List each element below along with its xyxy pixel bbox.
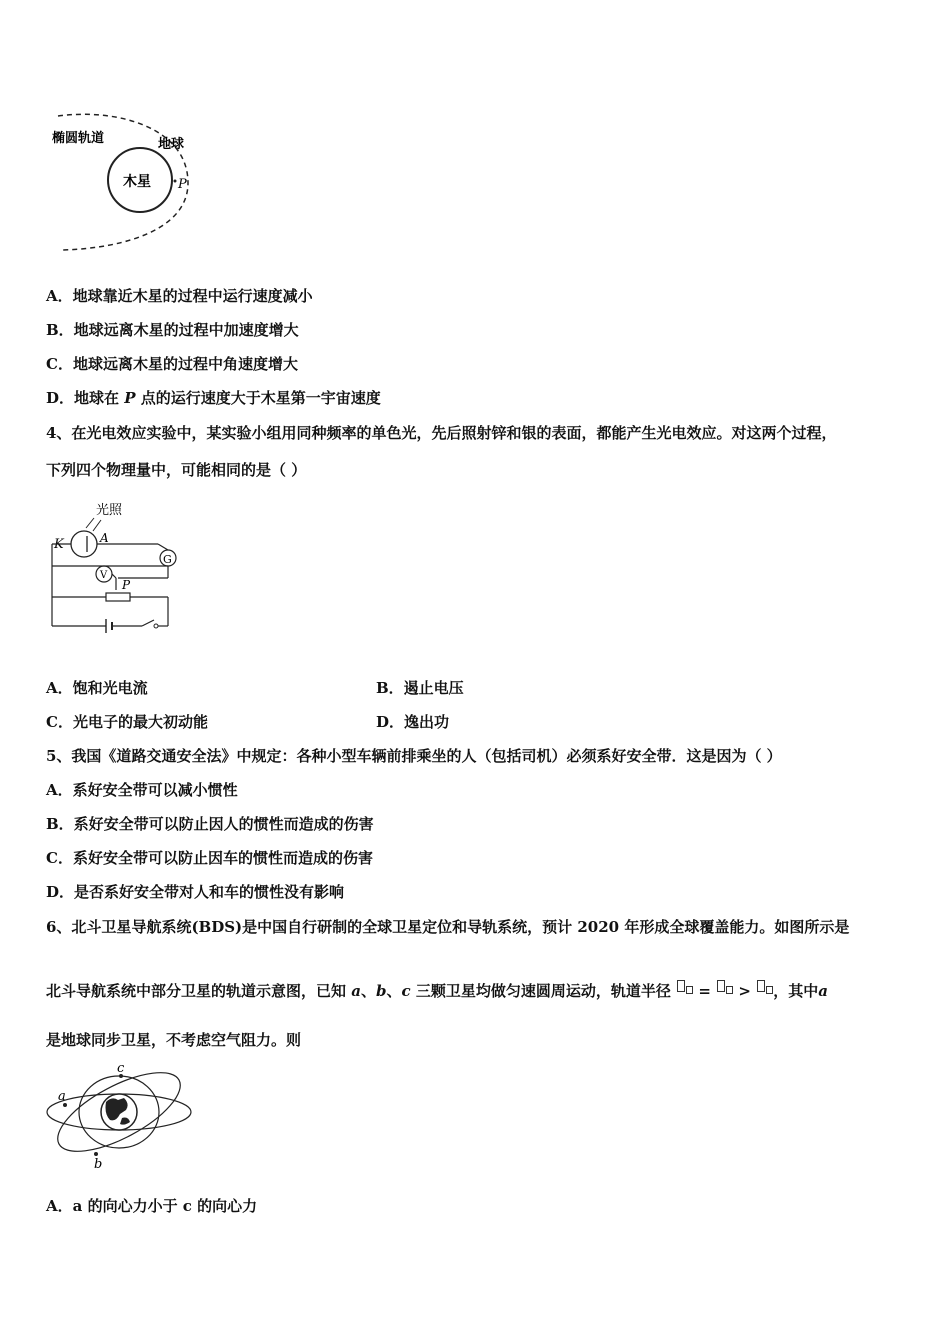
- q6-stem-line2: [46, 980, 828, 1001]
- sat-c-label: c: [117, 1062, 125, 1076]
- photoelectric-circuit-figure: [46, 498, 196, 638]
- jupiter-orbit-figure: [48, 108, 208, 258]
- g-label: G: [163, 553, 172, 566]
- v-label: V: [100, 570, 108, 581]
- q6-stem-line3: 是地球同步卫星，不考虑空气阻力。则: [46, 1031, 302, 1049]
- q5-option-b: B．系好安全带可以防止因人的惯性而造成的伤害: [46, 815, 374, 833]
- q3-option-d-var: P: [124, 389, 136, 407]
- orbit-label: 椭圆轨道: [52, 131, 105, 146]
- q6-sep2: 、: [386, 982, 402, 1000]
- q3-option-d-prefix: D．地球在: [46, 389, 120, 407]
- k-label: K: [54, 537, 64, 552]
- q6-var-b: b: [376, 982, 387, 1000]
- q4-stem-line1: 4、在光电效应实验中，某实验小组用同种频率的单色光，先后照射锌和银的表面，都能产生光电效应。对这两个过程，: [46, 424, 837, 442]
- q6-var-c: c: [401, 982, 411, 1000]
- q5-option-c: C．系好安全带可以防止因车的惯性而造成的伤害: [46, 849, 373, 867]
- light-label: 光照: [96, 503, 123, 518]
- q6-line2-c: ，其中: [773, 982, 819, 1000]
- q6-option-a: A．a 的向心力小于 c 的向心力: [46, 1197, 258, 1215]
- phototube: [71, 531, 97, 557]
- q3-option-c: C．地球远离木星的过程中角速度增大: [46, 355, 298, 373]
- q4-option-b: B．遏止电压: [376, 679, 464, 697]
- point-p: [174, 180, 177, 183]
- earth-label: 地球: [158, 137, 185, 152]
- q5-stem: 5、我国《道路交通安全法》中规定：各种小型车辆前排乘坐的人（包括司机）必须系好安全带．这是因为（ ）: [46, 747, 782, 765]
- q6-line2-end: a: [818, 982, 828, 1000]
- q4-option-c: C．光电子的最大初动能: [46, 713, 208, 731]
- q4-stem-line2: 下列四个物理量中，可能相同的是（ ）: [46, 461, 307, 479]
- missing-glyph-icon: [686, 986, 693, 994]
- rheostat: [106, 593, 130, 601]
- q5-option-d: D．是否系好安全带对人和车的惯性没有影响: [46, 883, 345, 901]
- a-label: A: [100, 531, 109, 545]
- satellite-orbit-figure: [44, 1062, 194, 1172]
- q3-option-b: B．地球远离木星的过程中加速度增大: [46, 321, 299, 339]
- q6-line2-a: 北斗导航系统中部分卫星的轨道示意图，已知: [46, 982, 347, 1000]
- missing-glyph-icon: [677, 980, 685, 992]
- q4-option-a: A．饱和光电流: [46, 679, 148, 697]
- point-p-label: P: [178, 177, 187, 192]
- q3-option-a: A．地球靠近木星的过程中运行速度减小: [46, 287, 313, 305]
- missing-glyph-icon: [717, 980, 725, 992]
- missing-glyph-icon: [726, 986, 733, 994]
- q6-sep1: 、: [360, 982, 376, 1000]
- sat-a-label: a: [58, 1089, 66, 1104]
- q5-option-a: A．系好安全带可以减小惯性: [46, 781, 238, 799]
- q6-gt: >: [738, 982, 751, 1000]
- q6-stem-line1: 6、北斗卫星导航系统(BDS)是中国自行研制的全球卫星定位和导轨系统，预计 2020 年形成全球覆盖能力。如图所示是: [46, 918, 850, 936]
- q6-eq: =: [698, 982, 711, 1000]
- planet-label: 木星: [123, 174, 151, 190]
- p-label: P: [122, 578, 131, 592]
- sat-b-label: b: [94, 1157, 103, 1172]
- q6-var-a: a: [351, 982, 361, 1000]
- q4-option-d: D．逸出功: [376, 713, 450, 731]
- missing-glyph-icon: [757, 980, 765, 992]
- q6-line2-b: 三颗卫星均做匀速圆周运动，轨道半径: [415, 982, 671, 1000]
- q3-option-d: [46, 388, 381, 408]
- q3-option-d-suffix: 点的运行速度大于木星第一宇宙速度: [140, 389, 381, 407]
